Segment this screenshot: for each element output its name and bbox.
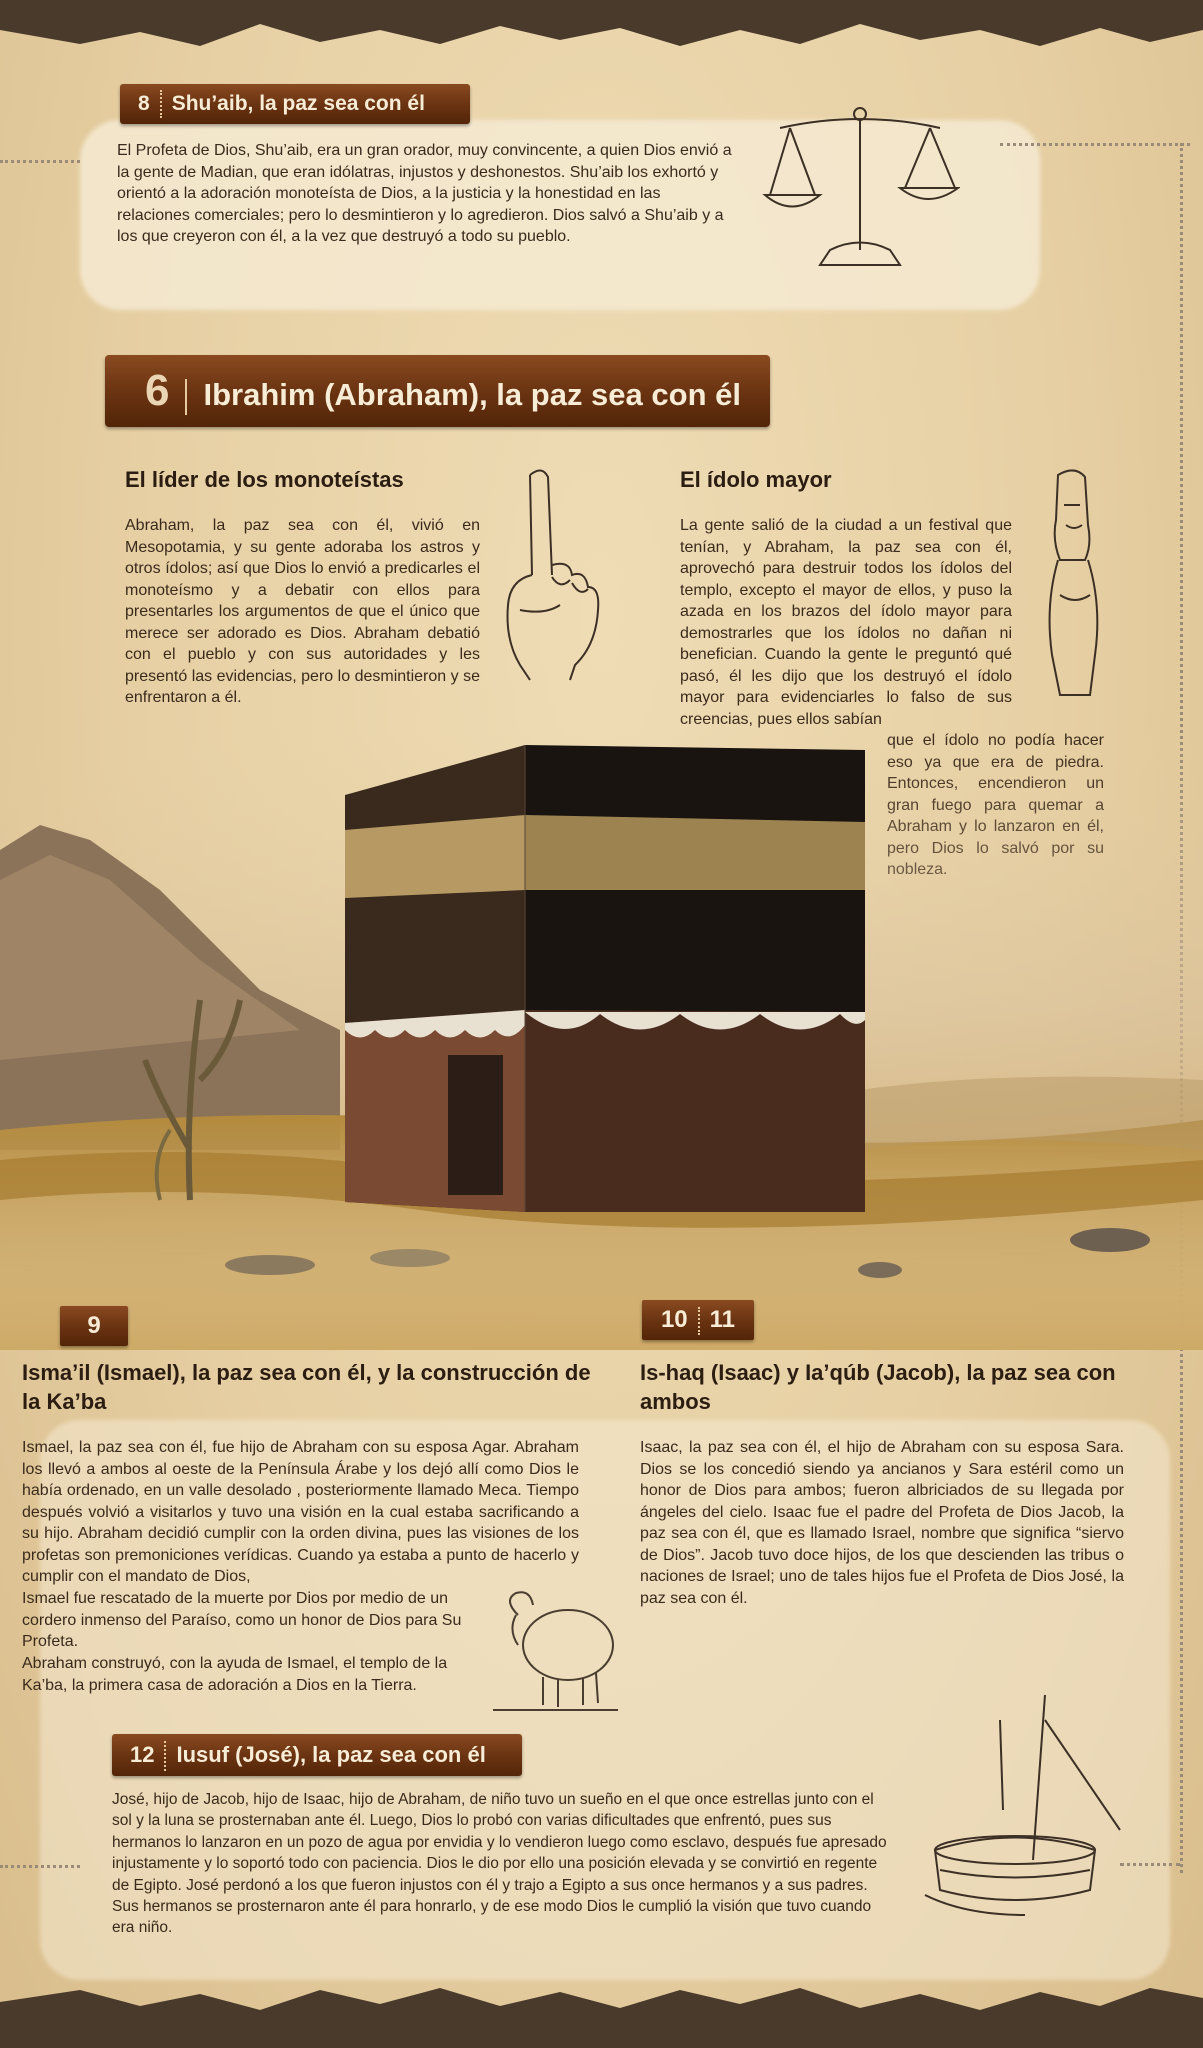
idol-statue-icon: [1030, 465, 1115, 705]
section-number: 6: [145, 366, 170, 415]
ishaq-title: Is-haq (Isaac) y Ia’qúb (Jacob), la paz sea con ambos: [640, 1360, 1116, 1414]
shuaib-title-banner: [120, 84, 470, 124]
section-number: 8: [138, 92, 150, 115]
iusuf-body: José, hijo de Jacob, hijo de Isaac, hijo de Abraham, de niño tuvo un sueño en el que once estrellas junto con el sol y la luna se prosternaban ante él. Luego, Dios lo probó con varias dificultades que enfrentó, pues sus hermanos lo lanzaron en un pozo de agua por envidia y lo vendieron luego como esclavo, después fue apresado injustamente y lo soportó todo con paciencia. Dios le dio por ello una posición elevada y se convirtió en regente de Egipto. José perdonó a los que fueron injustos con él y trajo a Egipto a sus once hermanos y a sus padres. Sus hermanos se prosternaron ante él para honrarlo, y de ese modo Dios le cumplió la visión que tuvo cuando era niño.: [112, 1791, 887, 1937]
ismail-body-c: Abraham construyó, con la ayuda de Ismael, el templo de la Ka’ba, la primera casa de adoración a Dios en la Tierra.: [22, 1655, 448, 1694]
section-number: 9: [87, 1312, 101, 1339]
ibrahim-right-body-a: La gente salió de la ciudad a un festival que tenían, y Abraham, la paz sea con él, aprovechó para destruir todos los ídolos del templo, excepto el mayor de ellos, y puso la azada en los brazos del ídolo mayor para demostrarles que los ídolos no dañan ni benefician. Cuando la gente le preguntó qué pasó, él les dijo que los destruyó el ídolo mayor para evidenciarles lo falso de sus creencias, pues ellos sabían: [680, 517, 1012, 728]
dotted-guide-right-top: [1000, 143, 1190, 146]
ismail-number-badge: [60, 1306, 128, 1346]
ibrahim-left-body: Abraham, la paz sea con él, vivió en Mesopotamia, y su gente adoraba los astros y otros ídolos; así que Dios lo envió a predicarles el monoteísmo y a debatir con ellos para presentarles los argumentos de que el único que merece ser adorado es Dios. Abraham debatió con el pueblo y con sus autoridades y les presentó las evidencias, pero lo desmintieron y se enfrentaron a él.: [125, 517, 480, 706]
ismail-body-b: Ismael fue rescatado de la muerte por Dios por medio de un cordero inmenso del Paraíso, como un honor de Dios para Su Profeta.: [22, 1590, 462, 1650]
section-title: Ibrahim (Abraham), la paz sea con él: [203, 377, 741, 412]
iusuf-title-banner: [112, 1734, 522, 1776]
balance-scale-icon: [760, 100, 960, 275]
section-title: Iusuf (José), la paz sea con él: [176, 1742, 486, 1767]
section-title: Shu’aib, la paz sea con él: [171, 92, 425, 115]
water-well-icon: [905, 1690, 1125, 1925]
ismail-body-a: Ismael, la paz sea con él, fue hijo de Abraham con su esposa Agar. Abraham los llevó a ambos al oeste de la Península Árabe y los dejó allí como Dios le había ordenado, en un valle desolado , posteriormente llamado Meca. Tiempo después volvió a visitarlos y tuvo una visión en la cual estaba sacrificando a su hijo. Abraham decidió cumplir con la orden divina, pues las visiones de los profetas son premoniciones verídicas. Cuando ya estaba a punto de hacerlo y cumplir con el mandato de Dios,: [22, 1439, 579, 1585]
section-number: 12: [130, 1742, 155, 1767]
shuaib-body: El Profeta de Dios, Shu’aib, era un gran orador, muy convincente, a quien Dios envió a la gente de Madian, que eran idólatras, injustos y deshonestos. Shu’aib los exhortó y orientó a la adoración monoteísta de Dios, a la justicia y la honestidad en las relaciones comerciales; pero lo desmintieron y lo agredieron. Dios salvó a Shu’aib y a los que creyeron con él, a la vez que destruyó a todo su pueblo.: [117, 142, 732, 245]
sheep-icon: [488, 1585, 623, 1715]
ibrahim-left-heading: El líder de los monoteístas: [125, 467, 404, 492]
ishaq-number-badge: [642, 1300, 754, 1340]
ishaq-body: Isaac, la paz sea con él, el hijo de Abraham con su esposa Sara. Dios se los concedió siendo ya ancianos y Sara estéril como un honor de Dios para ambos; fueron albriciados de su llegada por ángeles del cielo. Isaac fue el padre del Profeta de Dios Jacob, la paz sea con él, que es llamado Israel, nombre que significa “siervo de Dios”. Jacob tuvo doce hijos, de los que descienden las tribus o naciones de Israel; uno de tales hijos fue el Profeta de Dios José, la paz sea con él.: [640, 1439, 1124, 1607]
dotted-guide-right-bottom: [1120, 1863, 1180, 1866]
raised-finger-icon: [490, 465, 605, 685]
ibrahim-title-banner: [105, 355, 770, 427]
section-number-b: 11: [709, 1306, 736, 1333]
section-number-a: 10: [660, 1306, 688, 1333]
ismail-title: Isma’il (Ismael), la paz sea con él, y la construcción de la Ka’ba: [22, 1360, 591, 1414]
dotted-guide-left-bottom: [0, 1865, 80, 1868]
torn-edge-top: [0, 0, 1203, 60]
kaaba-illustration: [0, 730, 1203, 1350]
dotted-guide-left-top: [0, 160, 80, 163]
ibrahim-right-heading: El ídolo mayor: [680, 467, 832, 492]
